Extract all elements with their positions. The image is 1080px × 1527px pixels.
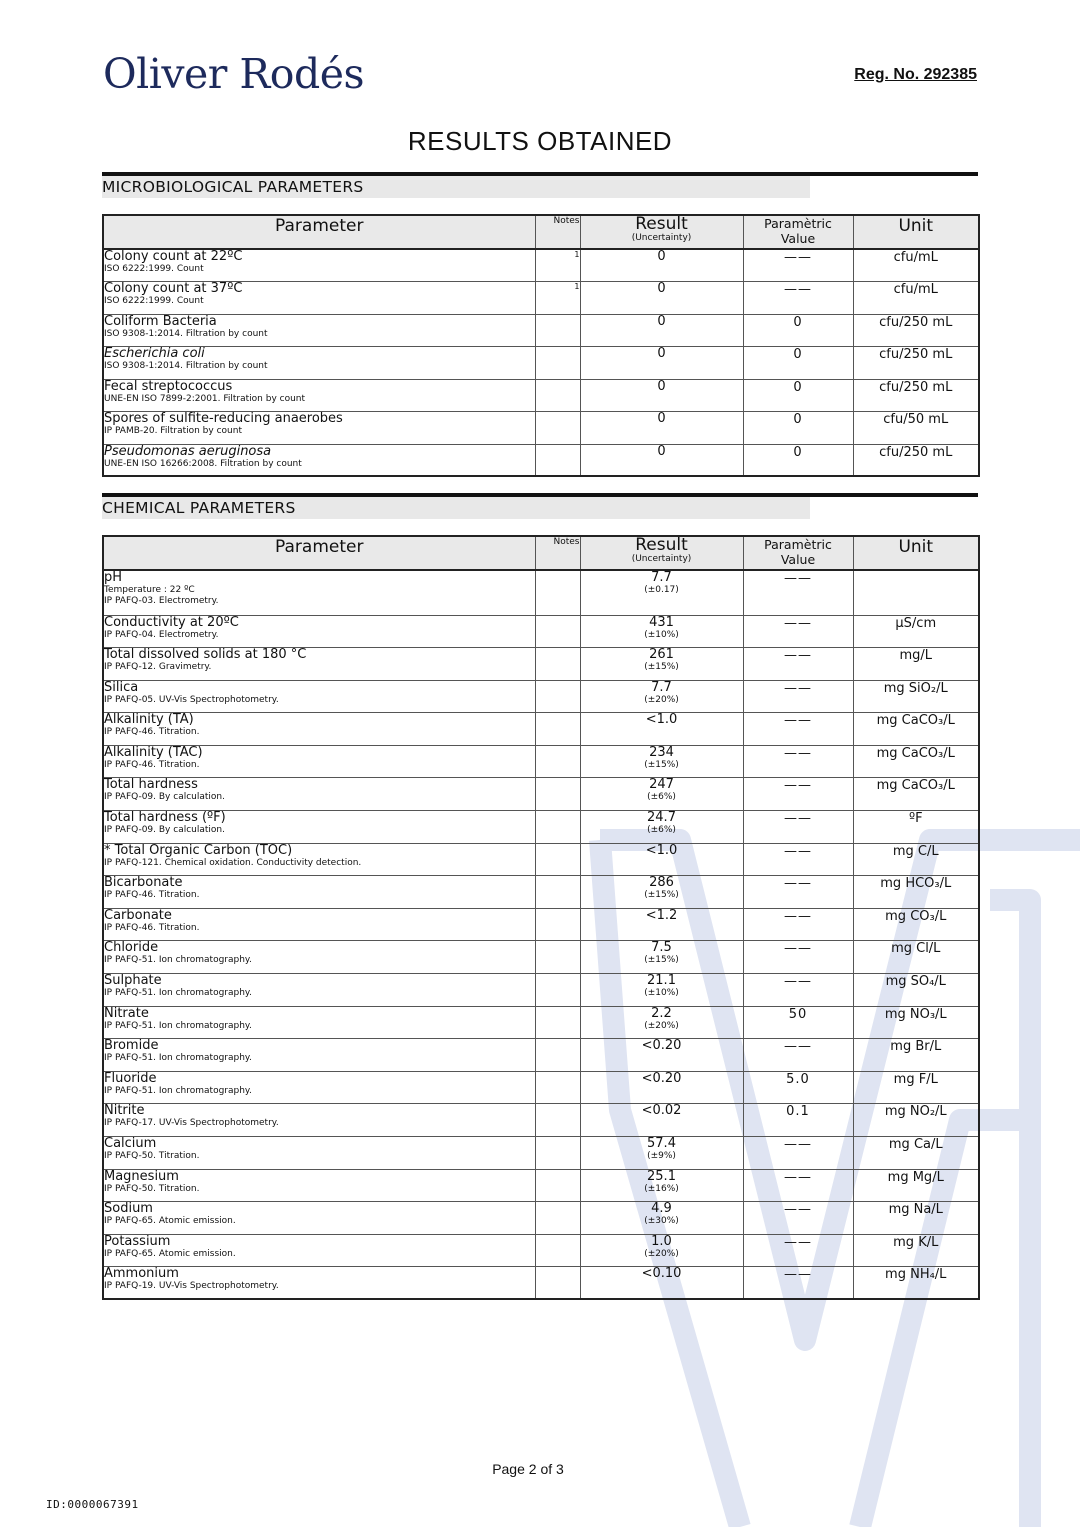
parametric-value-cell: ——: [743, 648, 853, 681]
table-row: [103, 570, 979, 615]
table-row: [103, 648, 979, 681]
result-value: 0: [657, 411, 666, 426]
result-value: 4.9: [651, 1201, 672, 1217]
parameter-method: UNE-EN ISO 7899-2:2001. Filtration by count: [104, 393, 306, 404]
parametric-value-cell: 0: [743, 444, 853, 476]
unit-header: Unit: [853, 536, 979, 570]
notes-cell: 1: [535, 281, 580, 314]
parameter-cell: [103, 713, 535, 746]
parameter-cell: [103, 843, 535, 876]
notes-cell: [535, 811, 580, 844]
document-id: ID:0000067391: [46, 1498, 139, 1511]
parametric-value-cell: ——: [743, 1137, 853, 1170]
section-title: CHEMICAL PARAMETERS: [102, 499, 296, 517]
unit-cell: mg K/L: [853, 1234, 979, 1267]
parametric-value-cell: ——: [743, 811, 853, 844]
parameter-method: Temperature : 22 ºC: [104, 585, 195, 595]
unit-header: Unit: [853, 215, 979, 249]
parameter-method: IP PAFQ-17. UV-Vis Spectrophotometry.: [104, 1118, 279, 1129]
unit-cell: mg HCO₃/L: [853, 876, 979, 909]
parameter-name: Escherichia coli: [104, 346, 205, 361]
parameter-method: IP PAFQ-46. Titration.: [104, 759, 200, 770]
notes-cell: [535, 778, 580, 811]
result-value: 57.4: [647, 1136, 676, 1151]
parametric-value-cell: 0: [743, 314, 853, 346]
parameter-method: ISO 9308-1:2014. Filtration by count: [104, 360, 268, 371]
notes-cell: [535, 346, 580, 379]
result-cell: [580, 811, 743, 844]
page-title: RESULTS OBTAINED: [407, 126, 673, 156]
parametric-value-cell: ——: [743, 1267, 853, 1300]
table-row: [103, 379, 979, 411]
parameter-cell: [103, 1267, 535, 1300]
chemical-results-table: [102, 535, 980, 1300]
parameter-method: IP PAFQ-51. Ion chromatography.: [104, 1085, 252, 1096]
table-row: [103, 908, 979, 941]
parameter-name: Alkalinity (TAC): [104, 745, 203, 760]
notes-cell: [535, 648, 580, 681]
parameter-method: IP PAFQ-19. UV-Vis Spectrophotometry.: [104, 1281, 279, 1292]
parameter-cell: [103, 941, 535, 974]
unit-cell: µS/cm: [853, 615, 979, 648]
parametric-value-header: Paramètric Value: [743, 536, 853, 570]
result-uncertainty: (±20%): [644, 1248, 679, 1259]
result-value: 261: [649, 647, 674, 663]
result-value: 0: [657, 346, 666, 361]
parameter-header: Parameter: [103, 215, 535, 249]
result-value: 0: [657, 379, 666, 394]
result-value: 431: [649, 615, 674, 630]
chemical-section-header: [102, 493, 978, 519]
table-row: [103, 941, 979, 974]
result-cell: [580, 778, 743, 811]
parameter-cell: [103, 1039, 535, 1072]
unit-cell: cfu/250 mL: [853, 444, 979, 476]
parameter-cell: [103, 648, 535, 681]
result-value: 2.2: [651, 1006, 672, 1021]
notes-cell: [535, 1006, 580, 1039]
notes-cell: [535, 314, 580, 346]
parameter-method: IP PAFQ-46. Titration.: [104, 890, 200, 901]
result-cell: [580, 1267, 743, 1300]
parameter-header: Parameter: [103, 536, 535, 570]
result-cell: [580, 615, 743, 648]
parameter-cell: [103, 281, 535, 314]
result-cell: [580, 843, 743, 876]
table-row: [103, 1071, 979, 1104]
result-cell: [580, 249, 743, 281]
result-uncertainty: (±6%): [647, 825, 676, 836]
unit-cell: cfu/mL: [853, 249, 979, 281]
result-cell: [580, 1137, 743, 1170]
parameter-method: IP PAFQ-51. Ion chromatography.: [104, 1053, 252, 1064]
result-header: Result (Uncertainty): [580, 536, 743, 570]
result-cell: [580, 713, 743, 746]
parametric-value-cell: ——: [743, 1234, 853, 1267]
unit-cell: mg CO₃/L: [853, 908, 979, 941]
result-value: 7.5: [651, 940, 672, 956]
parameter-name: Carbonate: [104, 908, 172, 923]
parameter-cell: [103, 314, 535, 346]
unit-cell: mg NO₂/L: [853, 1104, 979, 1137]
result-value: 286: [649, 875, 674, 891]
table-row: [103, 745, 979, 778]
unit-cell: mg NH₄/L: [853, 1267, 979, 1300]
result-uncertainty: (±16%): [644, 1183, 679, 1194]
parametric-value-cell: 5.0: [743, 1071, 853, 1104]
unit-cell: mg Mg/L: [853, 1169, 979, 1202]
parameter-method: IP PAFQ-09. By calculation.: [104, 792, 225, 803]
table-row: [103, 1202, 979, 1235]
result-value: 0: [657, 314, 666, 329]
result-cell: [580, 1169, 743, 1202]
unit-cell: mg CaCO₃/L: [853, 713, 979, 746]
unit-cell: mg/L: [853, 648, 979, 681]
page-number: Page 2 of 3: [492, 1461, 564, 1477]
parameter-cell: [103, 570, 535, 615]
notes-cell: [535, 570, 580, 615]
parameter-name: Total dissolved solids at 180 °C: [104, 647, 307, 663]
table-row: [103, 615, 979, 648]
parameter-name: Alkalinity (TA): [104, 712, 194, 728]
parameter-cell: [103, 778, 535, 811]
notes-cell: [535, 379, 580, 411]
parameter-method: IP PAFQ-50. Titration.: [104, 1151, 200, 1161]
parameter-cell: [103, 974, 535, 1007]
result-uncertainty: (±15%): [644, 890, 679, 901]
parameter-name: Nitrate: [104, 1006, 149, 1021]
result-cell: [580, 444, 743, 476]
notes-header: Notes: [535, 536, 580, 570]
notes-cell: [535, 713, 580, 746]
result-value: <1.2: [645, 908, 678, 923]
unit-cell: mg C/L: [853, 843, 979, 876]
result-cell: [580, 908, 743, 941]
unit-cell: mg Cl/L: [853, 941, 979, 974]
parameter-method: IP PAFQ-50. Titration.: [104, 1183, 200, 1194]
result-value: <0.02: [641, 1103, 682, 1119]
result-uncertainty: (±15%): [644, 955, 679, 966]
parameter-name: * Total Organic Carbon (TOC): [104, 843, 293, 858]
parametric-value-cell: 50: [743, 1006, 853, 1039]
parameter-name: Colony count at 22ºC: [104, 249, 243, 264]
table-row: [103, 778, 979, 811]
table-row: [103, 1039, 979, 1072]
parameter-name: Calcium: [104, 1136, 157, 1151]
notes-cell: [535, 1234, 580, 1267]
parameter-method: IP PAFQ-65. Atomic emission.: [104, 1248, 236, 1259]
parameter-method: UNE-EN ISO 16266:2008. Filtration by count: [104, 458, 302, 469]
parameter-name: Pseudomonas aeruginosa: [104, 444, 272, 459]
parameter-cell: [103, 876, 535, 909]
parametric-value-cell: ——: [743, 778, 853, 811]
parametric-value-cell: ——: [743, 680, 853, 713]
result-cell: [580, 876, 743, 909]
unit-cell: mg Na/L: [853, 1202, 979, 1235]
parameter-cell: [103, 680, 535, 713]
section-title: MICROBIOLOGICAL PARAMETERS: [102, 178, 364, 196]
parametric-value-cell: ——: [743, 908, 853, 941]
notes-cell: 1: [535, 249, 580, 281]
parameter-name: Silica: [104, 680, 139, 695]
parametric-value-cell: ——: [743, 974, 853, 1007]
parameter-cell: [103, 249, 535, 281]
parametric-value-cell: 0.1: [743, 1104, 853, 1137]
result-value: <0.20: [641, 1038, 682, 1054]
notes-cell: [535, 1169, 580, 1202]
notes-cell: [535, 941, 580, 974]
result-uncertainty: (±10%): [644, 988, 679, 999]
result-value: 0: [657, 281, 666, 296]
parameter-method: ISO 6222:1999. Count: [104, 295, 204, 306]
parameter-cell: [103, 1071, 535, 1104]
parametric-value-cell: ——: [743, 843, 853, 876]
notes-cell: [535, 908, 580, 941]
result-uncertainty: (±9%): [647, 1151, 676, 1161]
parameter-cell: [103, 1006, 535, 1039]
notes-cell: [535, 876, 580, 909]
result-uncertainty: (±10%): [644, 629, 679, 640]
table-row: [103, 1267, 979, 1300]
parameter-cell: [103, 1169, 535, 1202]
parameter-cell: [103, 346, 535, 379]
result-cell: [580, 1071, 743, 1104]
table-row: [103, 713, 979, 746]
parametric-value-cell: ——: [743, 570, 853, 615]
table-row: [103, 1006, 979, 1039]
parameter-method: IP PAFQ-121. Chemical oxidation. Conductivity detection.: [104, 857, 362, 868]
result-cell: [580, 379, 743, 411]
notes-cell: [535, 843, 580, 876]
result-value: 24.7: [647, 810, 676, 826]
parameter-cell: [103, 908, 535, 941]
result-cell: [580, 570, 743, 615]
parameter-name: Total hardness: [104, 777, 198, 793]
table-row: [103, 1234, 979, 1267]
parameter-method: IP PAFQ-09. By calculation.: [104, 825, 225, 836]
result-value: 21.1: [647, 973, 676, 989]
result-value: 234: [649, 745, 674, 760]
parameter-name: Nitrite: [104, 1103, 145, 1119]
result-cell: [580, 411, 743, 444]
result-cell: [580, 1202, 743, 1235]
parameter-name: Fecal streptococcus: [104, 379, 233, 394]
table-row: [103, 411, 979, 444]
table-row: [103, 876, 979, 909]
microbiological-section-header: [102, 172, 978, 198]
table-row: [103, 314, 979, 346]
result-cell: [580, 680, 743, 713]
result-uncertainty: (±20%): [644, 694, 679, 705]
parameter-name: Spores of sulfite-reducing anaerobes: [104, 411, 343, 426]
parameter-name: Coliform Bacteria: [104, 314, 217, 329]
parameter-cell: [103, 1137, 535, 1170]
notes-cell: [535, 1039, 580, 1072]
registration-number: Reg. No. 292385: [854, 66, 977, 83]
parameter-cell: [103, 379, 535, 411]
parameter-cell: [103, 1202, 535, 1235]
parametric-value-cell: ——: [743, 249, 853, 281]
parametric-value-cell: ——: [743, 713, 853, 746]
result-uncertainty: (±15%): [644, 662, 679, 673]
parametric-value-cell: ——: [743, 615, 853, 648]
microbiological-results-table: [102, 214, 980, 477]
parametric-value-cell: ——: [743, 876, 853, 909]
parameter-method: IP PAFQ-46. Titration.: [104, 727, 200, 738]
parametric-value-header: Paramètric Value: [743, 215, 853, 249]
parametric-value-cell: ——: [743, 1169, 853, 1202]
unit-cell: cfu/250 mL: [853, 379, 979, 411]
result-value: 1.0: [651, 1234, 672, 1249]
result-cell: [580, 1234, 743, 1267]
notes-cell: [535, 1202, 580, 1235]
result-value: 0: [657, 249, 666, 264]
result-value: 25.1: [647, 1169, 676, 1184]
parameter-name: Bicarbonate: [104, 875, 183, 891]
parameter-method: ISO 6222:1999. Count: [104, 264, 204, 274]
table-row: [103, 811, 979, 844]
parameter-name: Magnesium: [104, 1169, 179, 1184]
result-value: 7.7: [651, 570, 672, 585]
result-cell: [580, 1039, 743, 1072]
result-uncertainty: (±15%): [644, 759, 679, 770]
unit-cell: mg NO₃/L: [853, 1006, 979, 1039]
table-row: [103, 974, 979, 1007]
unit-cell: cfu/50 mL: [853, 411, 979, 444]
parameter-method: IP PAMB-20. Filtration by count: [104, 425, 242, 436]
unit-cell: cfu/250 mL: [853, 314, 979, 346]
parameter-cell: [103, 1104, 535, 1137]
result-cell: [580, 346, 743, 379]
unit-cell: cfu/250 mL: [853, 346, 979, 379]
parameter-cell: [103, 745, 535, 778]
table-row: [103, 249, 979, 281]
unit-cell: mg Ca/L: [853, 1137, 979, 1170]
parametric-value-cell: ——: [743, 1202, 853, 1235]
result-value: 247: [649, 777, 674, 793]
parameter-name: Potassium: [104, 1234, 171, 1249]
result-value: <0.10: [641, 1266, 682, 1282]
result-uncertainty: (±30%): [644, 1216, 679, 1227]
parameter-method: IP PAFQ-51. Ion chromatography.: [104, 955, 252, 966]
parameter-cell: [103, 615, 535, 648]
result-value: <1.0: [645, 712, 678, 728]
table-row: [103, 1169, 979, 1202]
parameter-method: IP PAFQ-51. Ion chromatography.: [104, 988, 252, 999]
notes-cell: [535, 615, 580, 648]
parameter-name: Sodium: [104, 1201, 153, 1217]
result-cell: [580, 1104, 743, 1137]
result-value: 7.7: [651, 680, 672, 695]
notes-cell: [535, 745, 580, 778]
result-uncertainty: (±0.17): [644, 585, 679, 595]
parameter-name: Fluoride: [104, 1071, 157, 1086]
notes-header: Notes: [535, 215, 580, 249]
parameter-method: IP PAFQ-04. Electrometry.: [104, 629, 219, 640]
notes-cell: [535, 444, 580, 476]
result-value: <0.20: [641, 1071, 682, 1086]
parameter-name: Conductivity at 20ºC: [104, 615, 239, 630]
notes-cell: [535, 974, 580, 1007]
result-cell: [580, 1006, 743, 1039]
parameter-cell: [103, 411, 535, 444]
notes-cell: [535, 411, 580, 444]
table-row: [103, 843, 979, 876]
result-cell: [580, 281, 743, 314]
unit-cell: mg SiO₂/L: [853, 680, 979, 713]
unit-cell: mg CaCO₃/L: [853, 745, 979, 778]
notes-cell: [535, 1104, 580, 1137]
parameter-method: IP PAFQ-65. Atomic emission.: [104, 1216, 236, 1227]
unit-cell: [853, 570, 979, 615]
notes-cell: [535, 680, 580, 713]
notes-cell: [535, 1137, 580, 1170]
notes-cell: [535, 1071, 580, 1104]
parametric-value-cell: ——: [743, 745, 853, 778]
parametric-value-cell: ——: [743, 281, 853, 314]
parametric-value-cell: 0: [743, 346, 853, 379]
parametric-value-cell: ——: [743, 1039, 853, 1072]
parametric-value-cell: ——: [743, 941, 853, 974]
parameter-name: pH: [104, 570, 123, 585]
parameter-name: Colony count at 37ºC: [104, 281, 243, 296]
table-row: [103, 680, 979, 713]
parameter-method: IP PAFQ-12. Gravimetry.: [104, 662, 212, 673]
parameter-name: Bromide: [104, 1038, 159, 1054]
parametric-value-cell: 0: [743, 411, 853, 444]
unit-cell: mg CaCO₃/L: [853, 778, 979, 811]
result-header: Result (Uncertainty): [580, 215, 743, 249]
parameter-method: IP PAFQ-03. Electrometry.: [104, 596, 219, 606]
parameter-method: IP PAFQ-46. Titration.: [104, 922, 200, 933]
parameter-name: Chloride: [104, 940, 159, 956]
result-uncertainty: (±20%): [644, 1020, 679, 1031]
parameter-name: Total hardness (ºF): [104, 810, 226, 826]
parameter-method: IP PAFQ-51. Ion chromatography.: [104, 1020, 252, 1031]
table-row: [103, 281, 979, 314]
parameter-cell: [103, 811, 535, 844]
result-cell: [580, 314, 743, 346]
parameter-name: Sulphate: [104, 973, 162, 989]
unit-cell: ºF: [853, 811, 979, 844]
unit-cell: cfu/mL: [853, 281, 979, 314]
parametric-value-cell: 0: [743, 379, 853, 411]
result-cell: [580, 974, 743, 1007]
parameter-name: Ammonium: [104, 1266, 179, 1282]
parameter-cell: [103, 444, 535, 476]
table-row: [103, 346, 979, 379]
table-row: [103, 1104, 979, 1137]
parameter-method: IP PAFQ-05. UV-Vis Spectrophotometry.: [104, 694, 279, 705]
unit-cell: mg SO₄/L: [853, 974, 979, 1007]
unit-cell: mg Br/L: [853, 1039, 979, 1072]
notes-cell: [535, 1267, 580, 1300]
parameter-cell: [103, 1234, 535, 1267]
table-row: [103, 1137, 979, 1170]
company-logo: Oliver Rodés: [103, 50, 365, 98]
table-row: [103, 444, 979, 476]
result-value: <1.0: [645, 843, 678, 858]
result-value: 0: [657, 444, 666, 459]
result-cell: [580, 745, 743, 778]
result-cell: [580, 648, 743, 681]
result-cell: [580, 941, 743, 974]
result-uncertainty: (±6%): [647, 792, 676, 803]
parameter-method: ISO 9308-1:2014. Filtration by count: [104, 328, 268, 339]
unit-cell: mg F/L: [853, 1071, 979, 1104]
